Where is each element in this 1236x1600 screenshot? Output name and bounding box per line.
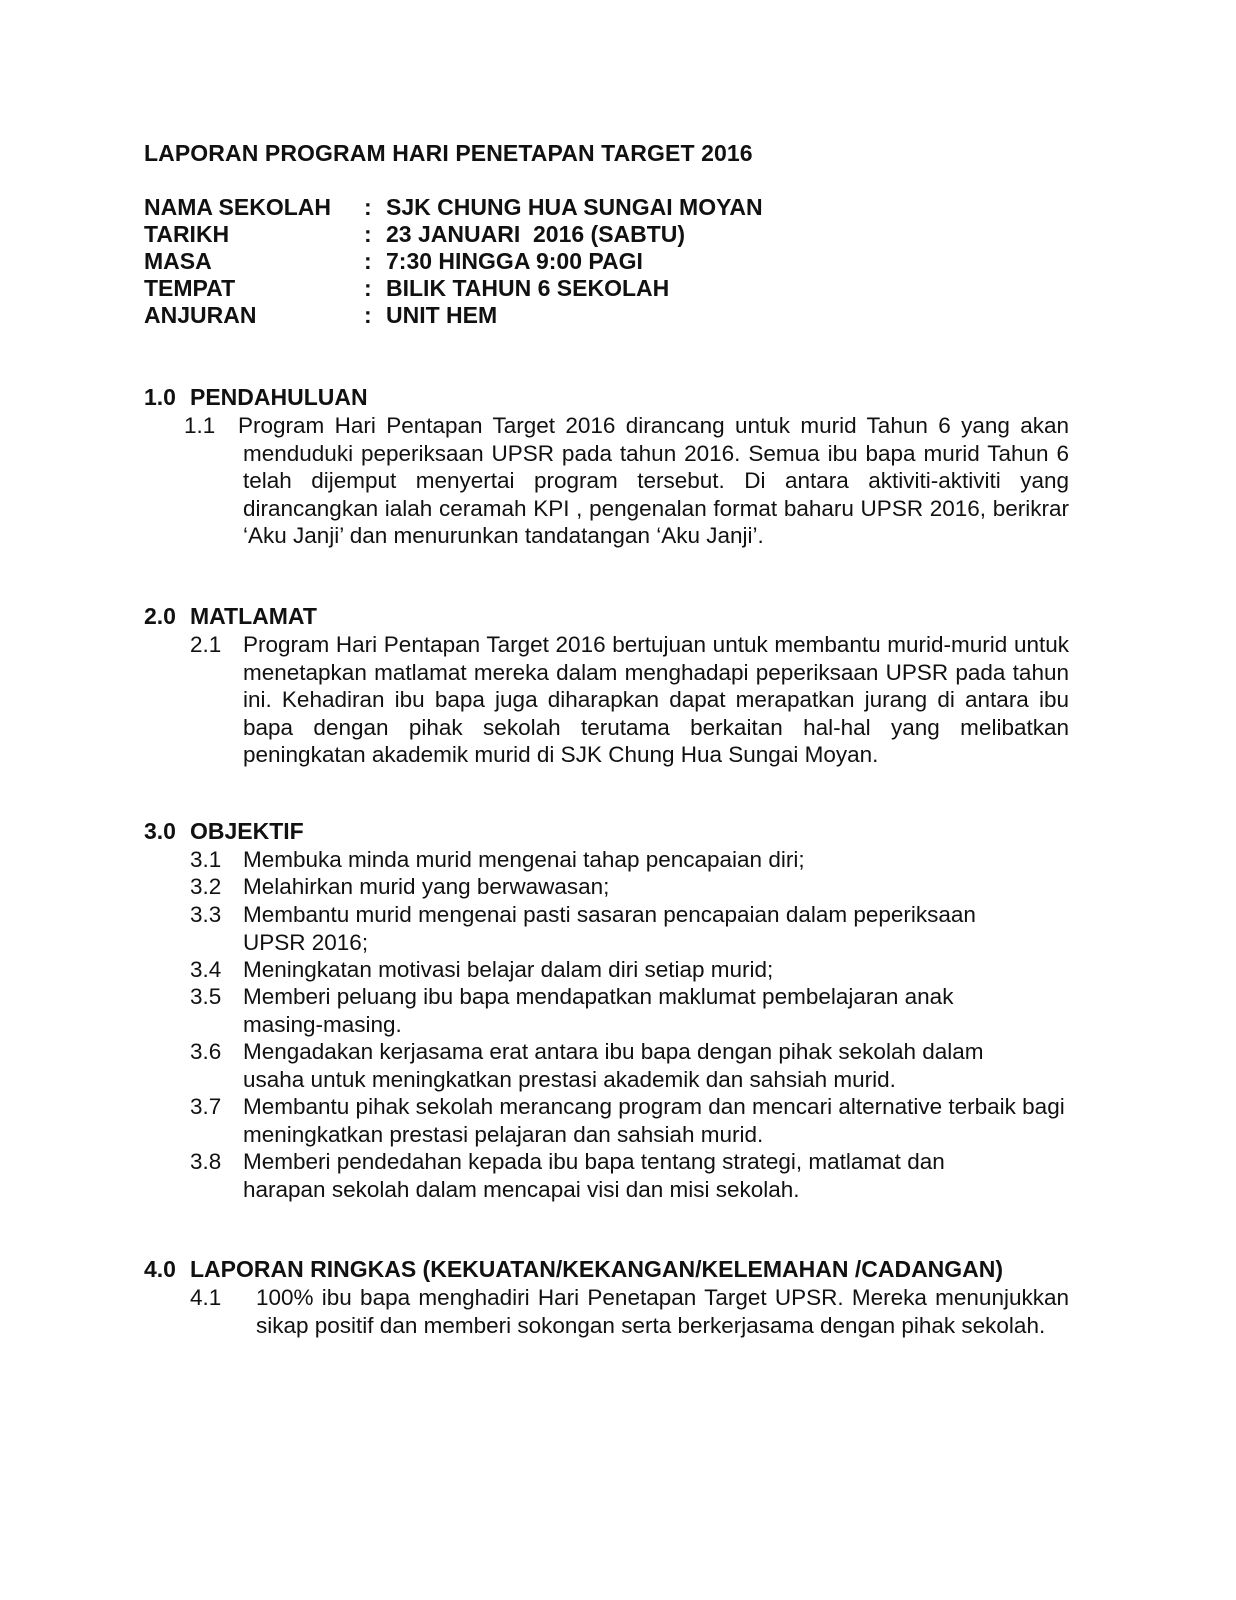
info-label: NAMA SEKOLAH	[144, 194, 331, 220]
item-number: 3.8	[190, 1149, 222, 1174]
item-text: Memberi peluang ibu bapa mendapatkan maklumat pembelajaran anak masing-masing.	[243, 984, 954, 1037]
info-value: 7:30 HINGGA 9:00 PAGI	[386, 248, 643, 274]
item-text: Membuka minda murid mengenai tahap pencapaian diri;	[243, 847, 805, 872]
item-number: 3.6	[190, 1039, 222, 1064]
item-number: 2.1	[190, 632, 222, 657]
section-title: PENDAHULUAN	[190, 384, 368, 410]
info-label: ANJURAN	[144, 302, 257, 328]
report-title: LAPORAN PROGRAM HARI PENETAPAN TARGET 2016	[144, 140, 753, 166]
item-text: Membantu pihak sekolah merancang program dan mencari alternative terbaik bagi meningkatkan prestasi pelajaran dan sahsiah murid.	[243, 1094, 1065, 1147]
section-heading-objektif	[144, 818, 304, 845]
info-label: MASA	[144, 248, 212, 274]
section-heading-pendahuluan	[144, 384, 368, 411]
item-number: 3.1	[190, 847, 222, 872]
item-text: Memberi pendedahan kepada ibu bapa tentang strategi, matlamat dan harapan sekolah dalam mencapai visi dan misi sekolah.	[243, 1149, 945, 1202]
info-value: BILIK TAHUN 6 SEKOLAH	[386, 275, 670, 301]
item-number: 3.4	[190, 957, 222, 982]
item-number: 3.5	[190, 984, 222, 1009]
section-title: LAPORAN RINGKAS (KEKUATAN/KEKANGAN/KELEMAHAN /CADANGAN)	[190, 1256, 1004, 1282]
section-number: 4.0	[144, 1256, 176, 1282]
info-colon: :	[364, 248, 372, 274]
info-value: 23 JANUARI 2016 (SABTU)	[386, 221, 686, 247]
info-row-time	[144, 248, 643, 275]
section-number: 1.0	[144, 384, 176, 410]
item-text: Meningkatan motivasi belajar dalam diri setiap murid;	[243, 957, 774, 982]
info-colon: :	[364, 302, 372, 328]
section-number: 3.0	[144, 818, 176, 844]
section-heading-matlamat	[144, 603, 317, 630]
info-label: TEMPAT	[144, 275, 236, 301]
section-number: 2.0	[144, 603, 176, 629]
info-colon: :	[364, 275, 372, 301]
info-value: SJK CHUNG HUA SUNGAI MOYAN	[386, 194, 763, 220]
paragraph-2-1: Program Hari Pentapan Target 2016 bertujuan untuk membantu murid-murid untuk menetapkan matlamat mereka dalam menghadapi peperiksaan UPSR pada tahun ini. Kehadiran ibu bapa juga diharapkan dapat merapatkan jurang di antara ibu bapa dengan pihak sekolah terutama berkaitan hal-hal yang melibatkan peningkatan akademik murid di SJK Chung Hua Sungai Moyan.	[243, 632, 1069, 767]
item-text: Mengadakan kerjasama erat antara ibu bapa dengan pihak sekolah dalam usaha untuk meningkatkan prestasi akademik dan sahsiah murid.	[243, 1039, 984, 1092]
item-number: 3.2	[190, 874, 222, 899]
item-text: Melahirkan murid yang berwawasan;	[243, 874, 610, 899]
item-number: 4.1	[190, 1285, 222, 1310]
info-row-date	[144, 221, 685, 248]
item-number: 3.3	[190, 902, 222, 927]
info-value: UNIT HEM	[386, 302, 498, 328]
item-number: 1.1	[184, 413, 216, 438]
info-row-organizer	[144, 302, 497, 329]
section-title: OBJEKTIF	[190, 818, 304, 844]
section-heading-laporan-ringkas	[144, 1256, 1003, 1283]
info-row-school	[144, 194, 763, 221]
paragraph-4-1: 100% ibu bapa menghadiri Hari Penetapan Target UPSR. Mereka menunjukkan sikap positif dan memberi sokongan serta berkerjasama dengan pihak sekolah.	[256, 1285, 1069, 1338]
paragraph-1-1: Program Hari Pentapan Target 2016 dirancang untuk murid Tahun 6 yang akan menduduki peperiksaan UPSR pada tahun 2016. Semua ibu bapa murid Tahun 6 telah dijemput menyertai program tersebut. Di antara aktiviti-aktiviti yang dirancangkan ialah ceramah KPI , pengenalan format baharu UPSR 2016, berikrar ‘Aku Janji’ dan menurunkan tandatangan ‘Aku Janji’.	[238, 413, 1069, 548]
info-colon: :	[364, 194, 372, 220]
info-colon: :	[364, 221, 372, 247]
info-label: TARIKH	[144, 221, 230, 247]
section-title: MATLAMAT	[190, 603, 317, 629]
item-number: 3.7	[190, 1094, 222, 1119]
item-text: Membantu murid mengenai pasti sasaran pencapaian dalam peperiksaan UPSR 2016;	[243, 902, 976, 955]
info-row-venue	[144, 275, 669, 302]
